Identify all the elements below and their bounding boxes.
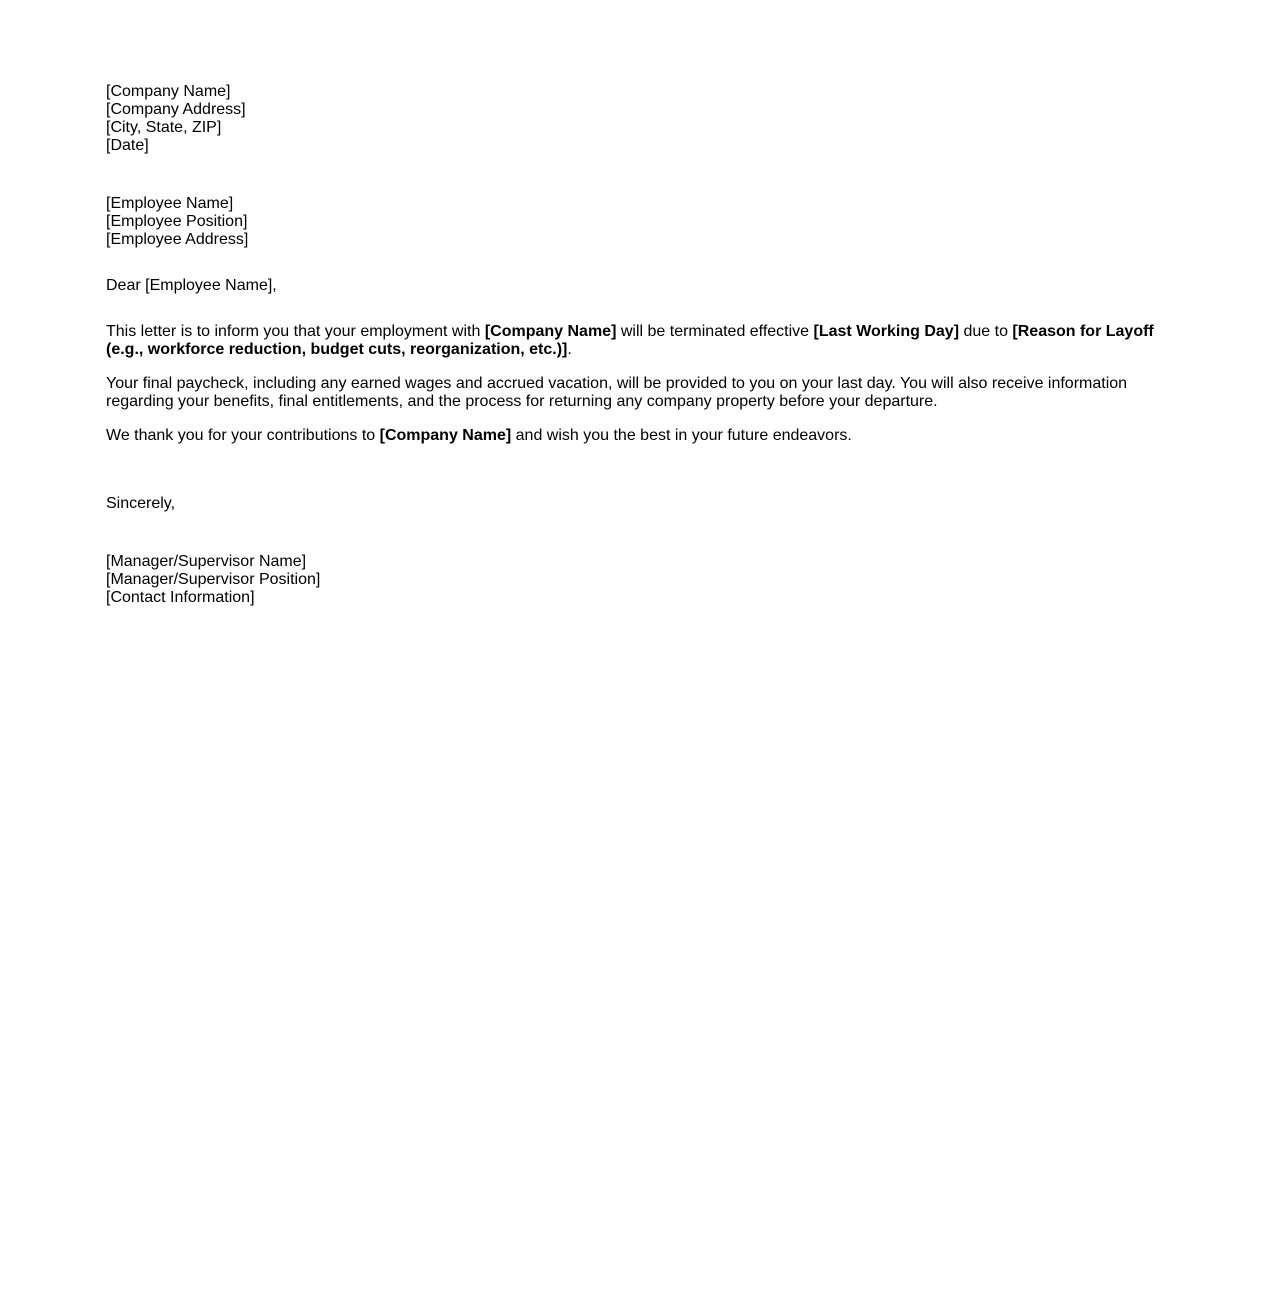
p2-text: Your final paycheck, including any earned wages and accrued vacation, will be provided to you on your last day. You will also receive information regarding your benefits, final entitlements, and the process for returning any company property before your departure. [106,375,1128,410]
p1-text-3: due to [959,323,1013,340]
letter-date: [Date] [106,137,149,154]
recipient-block [106,195,1166,249]
closing [106,495,1166,513]
signature-contact: [Contact Information] [106,589,255,606]
p1-text-4: . [567,341,572,358]
sender-company-name: [Company Name] [106,83,231,100]
recipient-position: [Employee Position] [106,213,248,230]
signature-position: [Manager/Supervisor Position] [106,571,321,588]
p3-text-2: and wish you the best in your future endeavors. [511,427,852,444]
sender-block [106,83,1166,155]
p1-text-1: This letter is to inform you that your employment with [106,323,485,340]
sender-city-state-zip: [City, State, ZIP] [106,119,222,136]
body-paragraph-1 [106,323,1166,359]
recipient-name: [Employee Name] [106,195,234,212]
body-paragraph-2 [106,375,1166,411]
signature-name: [Manager/Supervisor Name] [106,553,307,570]
p1-company-name: [Company Name] [484,323,617,340]
p3-company-name: [Company Name] [379,427,512,444]
salutation [106,277,1166,295]
p1-last-working-day: [Last Working Day] [813,323,960,340]
p3-text-1: We thank you for your contributions to [106,427,380,444]
p1-text-2: will be terminated effective [616,323,814,340]
signature-block [106,553,1166,607]
p1-layoff-reason: [Reason for Layoff (e.g., workforce reduction, budget cuts, reorganization, etc.)] [106,323,1154,358]
sender-company-address: [Company Address] [106,101,246,118]
salutation-text: Dear [Employee Name], [106,277,277,294]
closing-text: Sincerely, [106,495,176,512]
body-paragraph-3 [106,427,1166,445]
recipient-address: [Employee Address] [106,231,249,248]
